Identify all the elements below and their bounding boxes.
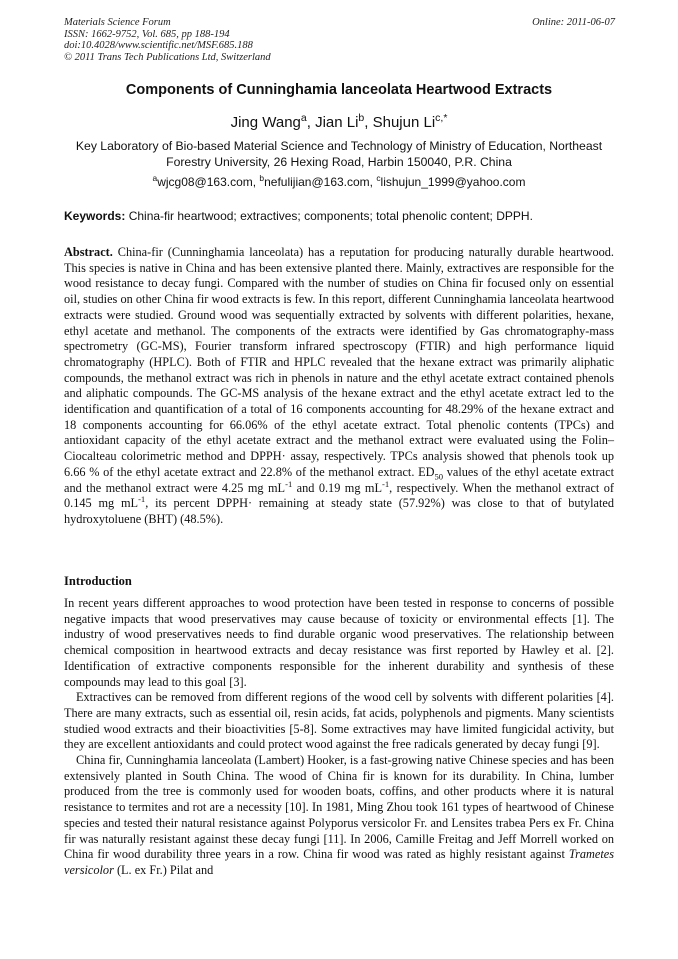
abstract-text: values of the ethyl acetate extract and the methanol extract were 4.25 mg mL [64, 464, 614, 495]
author-affil-mark: c,* [435, 112, 448, 124]
email-mark: c [376, 173, 381, 183]
abstract-text: and 0.19 mg mL [292, 480, 382, 495]
email-address[interactable]: nefulijian@163.com, [264, 175, 377, 189]
author-affil-mark: a [300, 112, 307, 124]
abstract-text: China-fir (Cunninghamia lanceolata) has a reputation for producing naturally durable heartwood. This species is native in China and has been extensive planted there. Mainly, extractives are responsible for the wood resistance to decay fungi. Compared with the number of studies on China fir focused only on essential oil, studies on other China fir wood extracts is few. In this report, different Cunninghamia lanceolata heartwood extracts were studied. Ground wood was sequentially extracted by solvents with different polarities, hexane, ethyl acetate and methanol. The components of the extracts were identified by Gas chromatography-mass spectrometry (GC-MS), Fourier transform infrared spectroscopy (FTIR) and high performance liquid chromatography (HPLC). Both of FTIR and HPLC revealed that the hexane extract was primarily aliphatic compounds, the methanol extract was rich in phenols in nature and the ethyl acetate extract contained phenols and aliphatic compounds. The GC-MS analysis of the hexane extract and the ethyl acetate extract led to the identification and quantification of a total of 16 components accounting for 48.29% of the hexane extract and 18 components accounting for 66.06% of the ethyl acetate extract. Total phenolic contents (TPCs) and antioxidant capacity of the ethyl acetate extract and the methanol extract were evaluated using the Folin–Ciocalteau colorimetric method and DPPH· assay, respectively. TPCs analysis showed that phenols took up 6.66 % of the ethyl acetate extract and 22.8% of the methanol extract. ED [64, 245, 614, 479]
author-separator: , [364, 114, 373, 131]
paper-title: Components of Cunninghamia lanceolata Heartwood Extracts [125, 82, 553, 98]
author-name: Shujun Li [372, 114, 436, 131]
intro-text: (L. ex Fr.) Pilat and [113, 862, 214, 877]
intro-paragraph [64, 753, 614, 879]
abstract-label: Abstract. [64, 245, 113, 259]
species-name: Trametes versicolor [64, 847, 614, 877]
author-name: Jian Li [315, 114, 359, 131]
online-date: Online: 2011-06-07 [532, 17, 615, 28]
abstract-subscript: 50 [434, 471, 444, 482]
abstract-text: , its percent DPPH· remaining at steady state (57.92%) was close to that of butylated hydroxytoluene (BHT) (48.5%). [64, 496, 615, 526]
author-emails [0, 175, 678, 189]
author-separator: , [306, 114, 316, 131]
author-affil-mark: b [358, 112, 365, 124]
abstract-superscript: -1 [381, 478, 390, 489]
author-list [0, 114, 678, 131]
intro-text: China fir, Cunninghamia lanceolata (Lambert) Hooker, is a fast-growing native Chinese species and has been extensively planted in South China. The wood of China fir is known for its durability. In China, lumber produced from the tree is commonly used for wooden boats, coffins, and other products where it is natural resistance to termites and rot are a necessity [10]. In 1981, Ming Zhou took 161 types of heartwood of Chinese species and tested their natural resistance against Polyporus versicolor Fr. and Lensites trabea Pers ex Fr. China fir was naturally resistant against these decay fungi [11]. In 2006, Camille Freitag and Jeff Morrell worked on China fir wood durability three years in a row. China fir wood was rated as highly resistant against [64, 753, 614, 862]
email-mark: b [259, 173, 265, 183]
abstract-superscript: -1 [138, 494, 146, 505]
abstract-superscript: -1 [285, 478, 293, 489]
journal-name: Materials Science Forum [64, 17, 171, 28]
keywords-text: China-fir heartwood; extractives; components; total phenolic content; DPPH. [125, 209, 533, 223]
keywords [64, 209, 616, 223]
issn-line: ISSN: 1662-9752, Vol. 685, pp 188-194 [64, 28, 230, 40]
author-name: Jing Wang [230, 114, 301, 131]
email-address[interactable]: lishujun_1999@yahoo.com [380, 175, 526, 189]
introduction-body [64, 596, 614, 879]
keywords-label: Keywords: [64, 209, 126, 223]
journal-header [64, 17, 271, 63]
doi-line[interactable]: doi:10.4028/www.scientific.net/MSF.685.188 [64, 40, 253, 51]
abstract-block [64, 245, 614, 528]
email-address[interactable]: wjcg08@163.com, [157, 175, 260, 189]
abstract-text: , respectively. When the methanol extract of 0.145 mg mL [64, 480, 614, 511]
intro-paragraph: In recent years different approaches to wood protection have been tested in response to concerns of possible negative impacts that wood preservatives may cause because of toxicity or environmental effects [1]. The industry of wood preservatives needs to find durable organic wood preservatives. The relationship between chemical composition in heartwood extracts and decay resistance was first reported by Hawley et al. [2]. Identification of extractive components responsible for the inherent durability and synthesis of these compounds may lead to this goal [3]. [64, 596, 614, 689]
email-mark: a [152, 173, 158, 183]
introduction-heading: Introduction [64, 574, 132, 588]
intro-paragraph: Extractives can be removed from different regions of the wood cell by solvents with different polarities [4]. There are many extracts, such as essential oil, resin acids, fat acids, polyphenols and pigments. Many scientists studied wood extracts and their bioactivities [5-8]. Some extractives may have limited fungicidal activity, but they are excellent antioxidants and could protect wood against the free radicals generated by decay fungi [9]. [64, 690, 614, 752]
copyright-line: © 2011 Trans Tech Publications Ltd, Switzerland [64, 51, 271, 63]
affiliation: Key Laboratory of Bio-based Material Science and Technology of Ministry of Education, Northeast Forestry University, 26 Hexing Road, Harbin 150040, P.R. China [75, 139, 603, 169]
